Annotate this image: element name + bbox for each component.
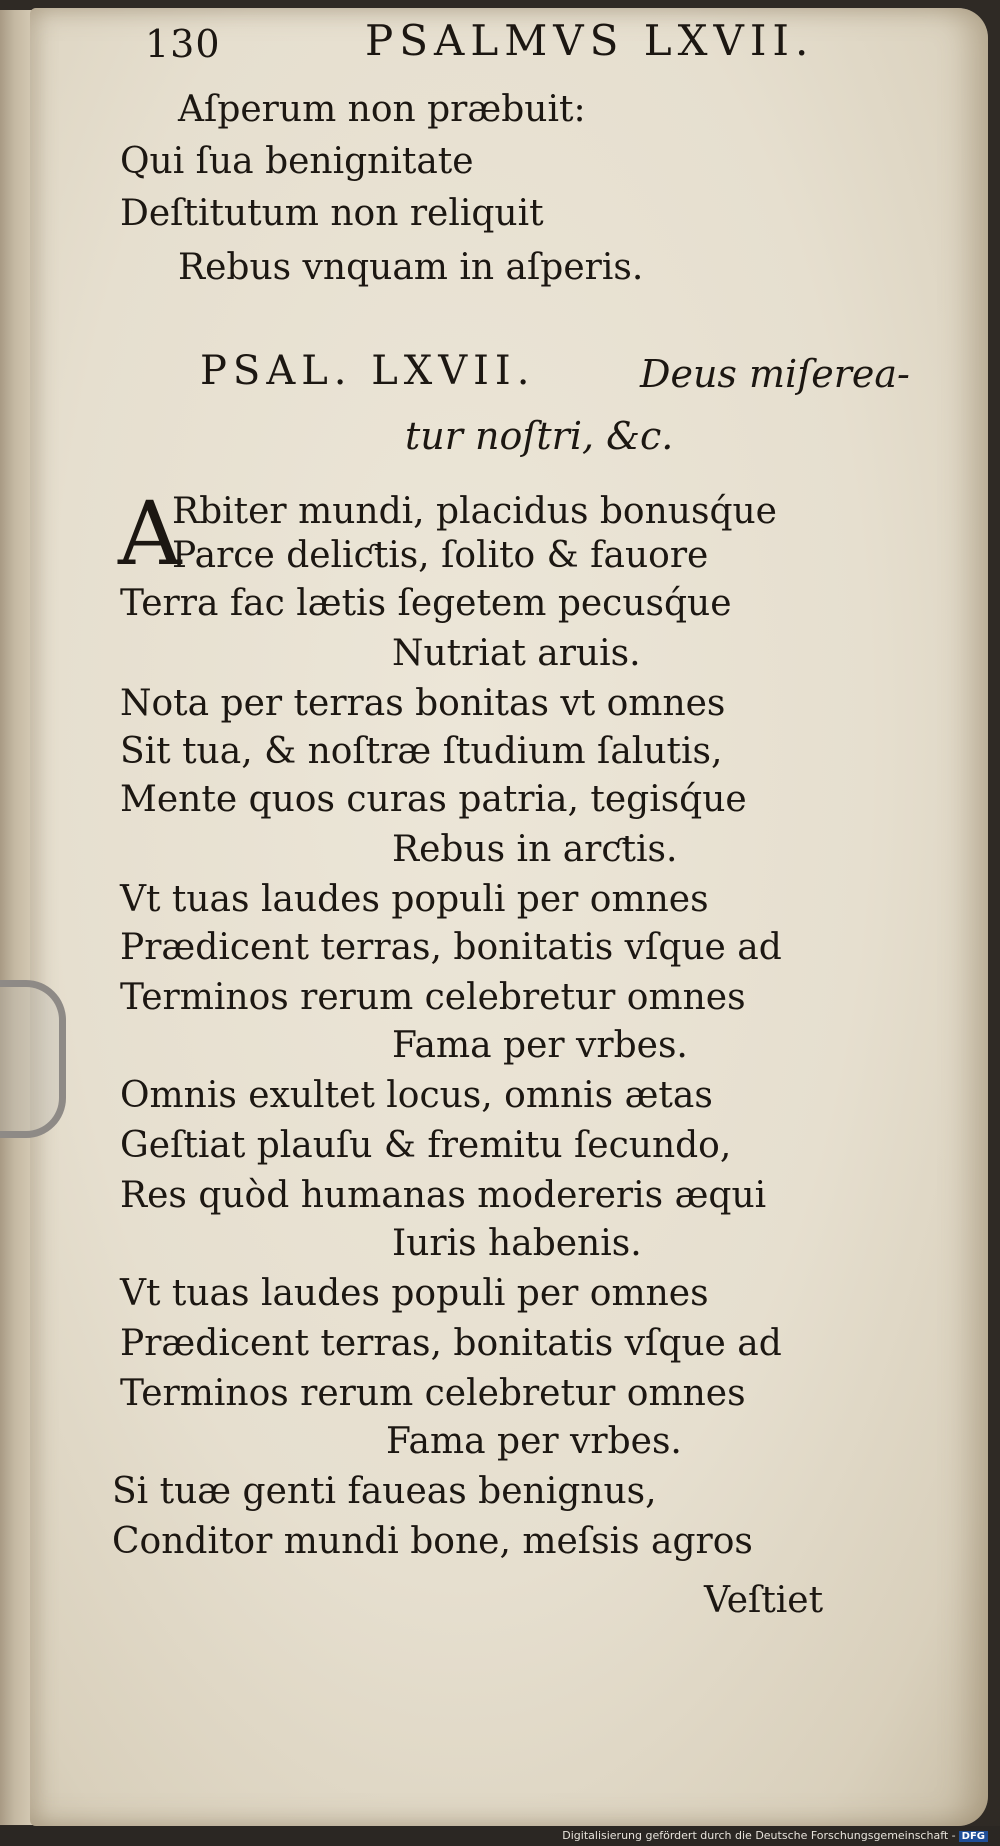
stanza-line: Nota per terras bonitas vt omnes bbox=[120, 683, 726, 724]
verse-line: Aſperum non præbuit: bbox=[178, 89, 586, 130]
stanza-line: Vt tuas laudes populi per omnes bbox=[120, 1273, 709, 1314]
stanza-line: Mente quos curas patria, tegisq́ue bbox=[120, 779, 747, 820]
running-head: PSALMVS LXVII. bbox=[365, 16, 815, 65]
page-number: 130 bbox=[145, 22, 221, 66]
stanza-line: Prædicent terras, bonitatis vſque ad bbox=[120, 927, 782, 968]
psalm-title: PSAL. LXVII. bbox=[200, 348, 536, 394]
page-header bbox=[145, 16, 845, 76]
stanza-line: Omnis exultet locus, omnis ætas bbox=[120, 1075, 713, 1116]
psalm-incipit: tur noſtri, &c. bbox=[405, 414, 674, 458]
verse-line: Rebus vnquam in aſperis. bbox=[178, 247, 644, 288]
stanza-line: Conditor mundi bone, meſsis agros bbox=[112, 1521, 753, 1562]
stanza-line: Vt tuas laudes populi per omnes bbox=[120, 879, 709, 920]
psalm-incipit: Deus miſerea- bbox=[640, 352, 910, 396]
stanza-line: Nutriat aruis. bbox=[392, 633, 641, 674]
verse-line: Qui ſua benignitate bbox=[120, 141, 474, 182]
catchword: Veſtiet bbox=[704, 1580, 824, 1621]
stanza-line: Iuris habenis. bbox=[392, 1223, 642, 1264]
footer-credit bbox=[562, 1829, 988, 1842]
stanza-line: Terra fac lætis ſegetem pecusq́ue bbox=[120, 583, 732, 624]
stanza-line: Res quòd humanas modereris æqui bbox=[120, 1175, 767, 1216]
footer-credit-text: Digitalisierung gefördert durch die Deutsche Forschungsgemeinschaft - bbox=[562, 1829, 956, 1842]
stanza-line: Terminos rerum celebretur omnes bbox=[120, 977, 746, 1018]
drop-cap: A bbox=[118, 482, 182, 585]
verse-line: Deſtitutum non reliquit bbox=[120, 193, 544, 234]
stanza-line: Prædicent terras, bonitatis vſque ad bbox=[120, 1323, 782, 1364]
stanza-line: Fama per vrbes. bbox=[392, 1025, 688, 1066]
stanza-line: Fama per vrbes. bbox=[386, 1421, 682, 1462]
stanza-line: Geſtiat plauſu & fremitu ſecundo, bbox=[120, 1125, 732, 1166]
stanza-line: Terminos rerum celebretur omnes bbox=[120, 1373, 746, 1414]
dfg-logo-icon: DFG bbox=[959, 1831, 988, 1842]
stanza-line: Si tuæ genti faueas benignus, bbox=[112, 1471, 657, 1512]
stanza-line: Sit tua, & noſtræ ſtudium ſalutis, bbox=[120, 731, 723, 772]
stanza-line: Parce deliƈtis, ſolito & fauore bbox=[172, 535, 709, 576]
stanza-line: Rbiter mundi, placidus bonusq́ue bbox=[172, 491, 777, 532]
stanza-line: Rebus in arƈtis. bbox=[392, 829, 678, 870]
